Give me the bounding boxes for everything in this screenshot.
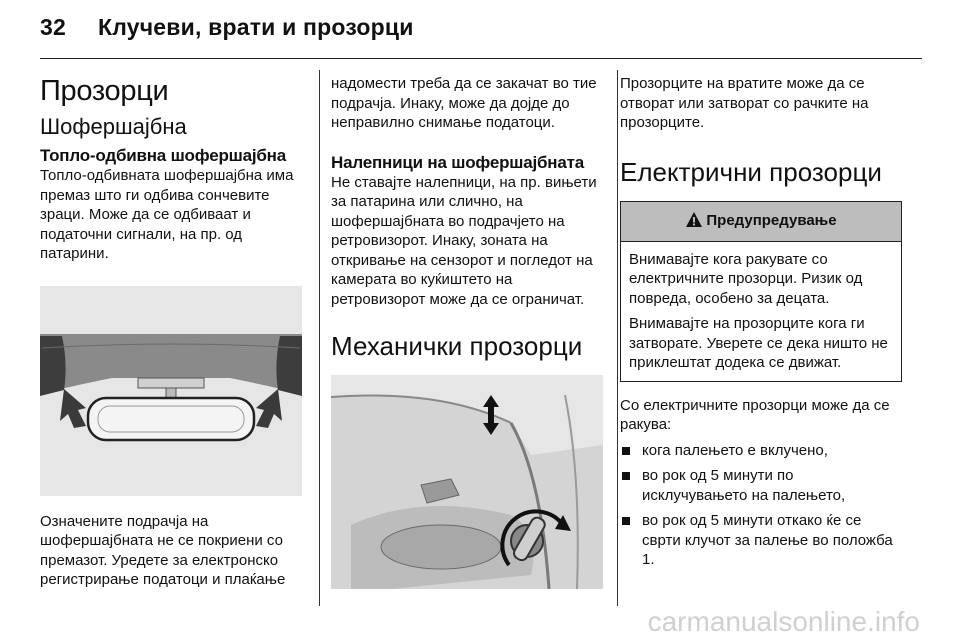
warning-box <box>620 201 902 382</box>
list-item <box>620 441 902 461</box>
column-2 <box>331 74 603 589</box>
subsection-title: Механички прозорци <box>331 331 583 361</box>
warning-title: Предупредување <box>706 211 837 229</box>
list-item <box>620 511 902 570</box>
paragraph: Со електричните прозорци може да се ракува: <box>620 396 890 433</box>
warning-header <box>621 202 901 242</box>
header-divider <box>40 58 922 59</box>
warning-triangle-icon <box>685 211 703 232</box>
list-item-text: кога палењето е вклучено, <box>642 441 828 459</box>
list-item <box>620 466 902 505</box>
list-item-text: во рок од 5 минути по исклучувањето на палењето, <box>642 467 846 504</box>
paragraph: Прозорците на вратите може да се отворат или затворат со рачките на прозорците. <box>620 75 869 131</box>
warning-text: Внимавајте кога ракувате со електричните прозорци. Ризик од повреда, особено за децата. <box>629 250 863 307</box>
chapter-title: Клучеви, врати и прозорци <box>98 14 414 40</box>
column-3 <box>620 74 902 576</box>
topic-heading: Налепници на шофершајбната <box>331 152 585 172</box>
topic-heading: Топло-одбивна шофершајбна <box>40 146 286 165</box>
warning-body <box>621 242 901 381</box>
window-crank-illustration <box>331 375 603 589</box>
bullet-square-icon <box>622 447 630 455</box>
column-1 <box>40 74 302 590</box>
bullet-list <box>620 441 902 570</box>
page-header <box>40 14 414 41</box>
list-item-text: во рок од 5 минути откако ќе се сврти клучот за палење во положба 1. <box>642 512 893 568</box>
bullet-square-icon <box>622 517 630 525</box>
section-title: Прозорци <box>40 75 169 107</box>
warning-text: Внимавајте на прозорците кога ги затворате. Уверете се дека ништо не приклештат додека се движат. <box>629 315 888 371</box>
paragraph: надомести треба да се закачат во тие подрачја. Инаку, може да дојде до неправилно снимање податоци. <box>331 75 597 131</box>
column-divider-1 <box>319 70 320 606</box>
page-number: 32 <box>40 14 66 40</box>
watermark: carmanualsonline.info <box>647 606 920 637</box>
subsection-title: Електрични прозорци <box>620 156 882 187</box>
windshield-mirror-illustration <box>40 286 302 496</box>
paragraph: Означените подрачја на шофершајбната не се покриени со премазот. Уредете за електронско регистрирање податоци и плаќање <box>40 512 286 588</box>
paragraph: Не ставајте налепници, на пр. вињети за патарина или слично, на шофершајбната во подрачјето на ретровизорот. Инаку, зоната на откривање на сензорот и погледот на камерата во куќиштето на ретровизорот може да се ограничат. <box>331 173 597 308</box>
paragraph: Топло-одбивната шофершајбна има премаз што ги одбива сончевите зраци. Може да се одбиваат и податочни сигнали, на пр. од патарини. <box>40 167 294 262</box>
subsection-title: Шофершајбна <box>40 114 187 139</box>
column-divider-2 <box>617 70 618 606</box>
bullet-square-icon <box>622 472 630 480</box>
